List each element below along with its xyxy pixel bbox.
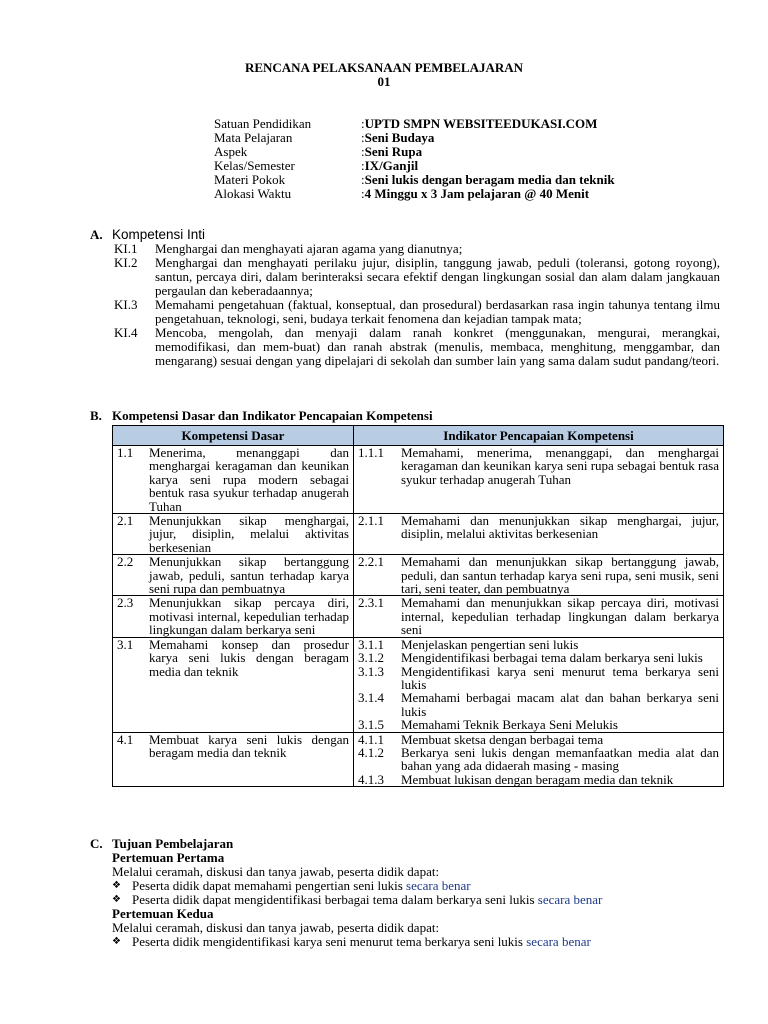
- ki-text: Mencoba, mengolah, dan menyaji dalam ranah konkret (menggunakan, mengurai, merangkai, memodifikasi, dan mem-buat) dan ranah abstrak (menulis, membaca, menghitung, menggambar, dan mengarang) sesuai dengan yang dipelajari di sekolah dan sumber lain yang sama dalam sudut pandang/teori.: [155, 325, 720, 368]
- indicator-text: Mengidentifikasi berbagai tema dalam berkarya seni lukis: [401, 650, 703, 666]
- kd-cell: [113, 596, 354, 637]
- ki-code: KI.3: [114, 297, 138, 312]
- list-item: [112, 935, 672, 949]
- meeting-1-intro: Melalui ceramah, diskusi dan tanya jawab, peserta didik dapat:: [112, 864, 440, 879]
- info-row: Materi Pokok : Seni lukis dengan beragam media dan teknik: [214, 172, 615, 187]
- ki-code: KI.1: [114, 241, 138, 256]
- section-title: Tujuan Pembelajaran: [112, 836, 234, 851]
- info-value: Seni Budaya: [364, 130, 435, 145]
- indicator-text: Memahami dan menunjukkan sikap bertanggung jawab, peduli, dan santun terhadap karya seni rupa, seni musik, seni tari, seni teater, dan pembuatnya: [401, 554, 719, 597]
- indicator-text: Menjelaskan pengertian seni lukis: [401, 636, 579, 652]
- title-line-2: 01: [377, 74, 391, 89]
- kd-number: 2.3: [117, 595, 134, 611]
- kd-text: Menunjukkan sikap percaya diri, motivasi internal, kepedulian terhadap lingkungan dalam berkarya seni: [149, 595, 349, 638]
- section-title: Kompetensi Dasar dan Indikator Pencapaian Kompetensi: [112, 408, 433, 423]
- kd-number: 2.2: [117, 554, 134, 570]
- indicator-number: 4.1.1: [358, 731, 384, 747]
- indicator-number: 3.1.2: [358, 650, 384, 666]
- indicator-cell: [354, 514, 724, 555]
- section-title: Kompetensi Inti: [112, 227, 206, 242]
- info-label: Materi Pokok: [214, 172, 286, 187]
- kd-number: 3.1: [117, 636, 134, 652]
- indicator-text: Memahami berbagai macam alat dan bahan berkarya seni lukis: [401, 690, 719, 719]
- section-letter: C.: [90, 836, 103, 851]
- kd-number: 2.1: [117, 513, 134, 529]
- info-label: Kelas/Semester: [214, 158, 295, 173]
- kompetensi-inti-list: [114, 242, 720, 368]
- indicator-cell: [354, 555, 724, 596]
- ki-text: Memahami pengetahuan (faktual, konseptual, dan prosedural) berdasarkan rasa ingin tahunya tentang ilmu pengetahuan, teknologi, seni, budaya terkait fenomena dan kejadian tampak mata;: [155, 297, 720, 326]
- kd-text: Menunjukkan sikap menghargai, jujur, disiplin, melalui aktivitas berkesenian: [149, 513, 349, 555]
- section-letter: B.: [90, 408, 102, 423]
- ki-code: KI.4: [114, 325, 138, 340]
- table-row: [113, 596, 724, 637]
- kd-cell: [113, 637, 354, 732]
- list-item: [114, 242, 720, 256]
- diamond-bullet-icon: ❖: [112, 894, 121, 905]
- indicator-text: Berkarya seni lukis dengan memanfaatkan media alat dan bahan yang ada didaerah masing - masing: [401, 744, 719, 774]
- info-row: Satuan Pendidikan : UPTD SMPN WEBSITEEDUKASI.COM: [214, 116, 598, 131]
- indicator-number: 1.1.1: [358, 445, 384, 460]
- kd-cell: [113, 732, 354, 787]
- list-item: [112, 879, 672, 893]
- objective-text: Peserta didik dapat mengidentifikasi berbagai tema dalam berkarya seni lukis: [132, 892, 538, 907]
- meeting-1-title: Pertemuan Pertama: [112, 850, 225, 865]
- identity-block: [214, 117, 615, 201]
- table-row: [113, 732, 724, 787]
- section-b-heading: [90, 409, 433, 423]
- diamond-bullet-icon: ❖: [112, 936, 121, 947]
- table-row: [113, 555, 724, 596]
- indicator-number: 3.1.4: [358, 690, 384, 706]
- info-label: Satuan Pendidikan: [214, 116, 312, 131]
- kd-cell: [113, 555, 354, 596]
- indicator-text: Memahami, menerima, menanggapi, dan menghargai keragaman dan keunikan karya seni rupa sebagai bentuk rasa syukur terhadap anugerah Tuhan: [401, 445, 719, 487]
- kd-text: Menerima, menanggapi dan menghargai keragaman dan keunikan karya seni rupa modern sebagai bentuk rasa syukur terhadap anugerah Tuhan: [149, 445, 349, 514]
- indicator-text: Membuat sketsa dengan berbagai tema: [401, 731, 604, 747]
- ki-code: KI.2: [114, 255, 138, 270]
- learning-objectives: [112, 851, 672, 949]
- indicator-text: Memahami Teknik Berkaya Seni Melukis: [401, 717, 618, 733]
- objective-highlight: secara benar: [526, 934, 591, 949]
- kd-cell: [113, 514, 354, 555]
- kd-number: 1.1: [117, 445, 134, 460]
- indicator-number: 3.1.5: [358, 717, 384, 733]
- indicator-number: 2.3.1: [358, 595, 384, 611]
- indicator-cell: [354, 596, 724, 637]
- kd-text: Memahami konsep dan prosedur karya seni lukis dengan beragam media dan teknik: [149, 636, 349, 679]
- table-row: [113, 514, 724, 555]
- section-letter: A.: [90, 227, 103, 242]
- indicator-number: 3.1.3: [358, 663, 384, 679]
- table-row: [113, 637, 724, 732]
- ki-text: Menghargai dan menghayati ajaran agama yang dianutnya;: [155, 241, 463, 256]
- column-header-ipk: Indikator Pencapaian Kompetensi: [354, 426, 724, 446]
- indicator-number: 3.1.1: [358, 636, 384, 652]
- competency-table: [112, 425, 724, 787]
- table-row: [113, 446, 724, 514]
- info-value: UPTD SMPN WEBSITEEDUKASI.COM: [364, 116, 598, 131]
- meeting-2-title: Pertemuan Kedua: [112, 906, 214, 921]
- ki-text: Menghargai dan menghayati perilaku jujur, disiplin, tanggung jawab, peduli (toleransi, gotong royong), santun, percaya diri, dalam berinteraksi secara efektif dengan lingkungan sosial dan alam dalam jangkauan pergaulan dan keberadaannya;: [155, 255, 720, 298]
- section-a-heading: [90, 228, 205, 242]
- document-title: [0, 61, 768, 89]
- objective-highlight: secara benar: [537, 892, 603, 907]
- info-row: Mata Pelajaran : Seni Budaya: [214, 130, 435, 145]
- column-header-kd: Kompetensi Dasar: [113, 426, 354, 446]
- list-item: [114, 326, 720, 368]
- objective-text: Peserta didik mengidentifikasi karya seni menurut tema berkarya seni lukis: [132, 934, 527, 949]
- kd-number: 4.1: [117, 731, 134, 747]
- indicator-cell: [354, 637, 724, 732]
- info-row: Alokasi Waktu : 4 Minggu x 3 Jam pelajaran @ 40 Menit: [214, 186, 590, 201]
- info-row: Kelas/Semester : IX/Ganjil: [214, 158, 419, 173]
- title-line-1: RENCANA PELAKSANAAN PEMBELAJARAN: [244, 60, 524, 75]
- meeting-2-intro: Melalui ceramah, diskusi dan tanya jawab, peserta didik dapat:: [112, 920, 440, 935]
- info-label: Aspek: [214, 144, 248, 159]
- indicator-text: Membuat lukisan dengan beragam media dan teknik: [401, 771, 674, 787]
- list-item: [114, 256, 720, 298]
- section-c-heading: [90, 837, 233, 851]
- indicator-cell: [354, 732, 724, 787]
- diamond-bullet-icon: ❖: [112, 880, 121, 891]
- info-row: Aspek : Seni Rupa: [214, 144, 423, 159]
- info-value: 4 Minggu x 3 Jam pelajaran @ 40 Menit: [364, 186, 590, 201]
- kd-text: Membuat karya seni lukis dengan beragam media dan teknik: [149, 731, 349, 760]
- indicator-number: 2.1.1: [358, 513, 384, 529]
- info-label: Alokasi Waktu: [214, 186, 292, 201]
- indicator-text: Memahami dan menunjukkan sikap menghargai, jujur, disiplin, melalui aktivitas berkesenian: [401, 513, 719, 542]
- indicator-number: 4.1.3: [358, 771, 384, 787]
- indicator-cell: [354, 446, 724, 514]
- table-header-row: [113, 426, 724, 446]
- indicator-number: 4.1.2: [358, 744, 384, 760]
- info-value: Seni lukis dengan beragam media dan teknik: [364, 172, 615, 187]
- info-label: Mata Pelajaran: [214, 130, 293, 145]
- indicator-text: Memahami dan menunjukkan sikap percaya diri, motivasi internal, kepedulian terhadap lingkungan dalam berkarya seni: [401, 595, 719, 638]
- indicator-number: 2.2.1: [358, 554, 384, 570]
- info-value: IX/Ganjil: [364, 158, 419, 173]
- objective-text: Peserta didik dapat memahami pengertian seni lukis: [132, 878, 407, 893]
- list-item: [114, 298, 720, 326]
- info-value: Seni Rupa: [364, 144, 423, 159]
- objective-highlight: secara benar: [406, 878, 471, 893]
- kd-text: Menunjukkan sikap bertanggung jawab, peduli, santun terhadap karya seni rupa dan pembuatnya: [149, 554, 349, 597]
- list-item: [112, 893, 672, 907]
- indicator-text: Mengidentifikasi karya seni menurut tema berkarya seni lukis: [401, 663, 719, 692]
- kd-cell: [113, 446, 354, 514]
